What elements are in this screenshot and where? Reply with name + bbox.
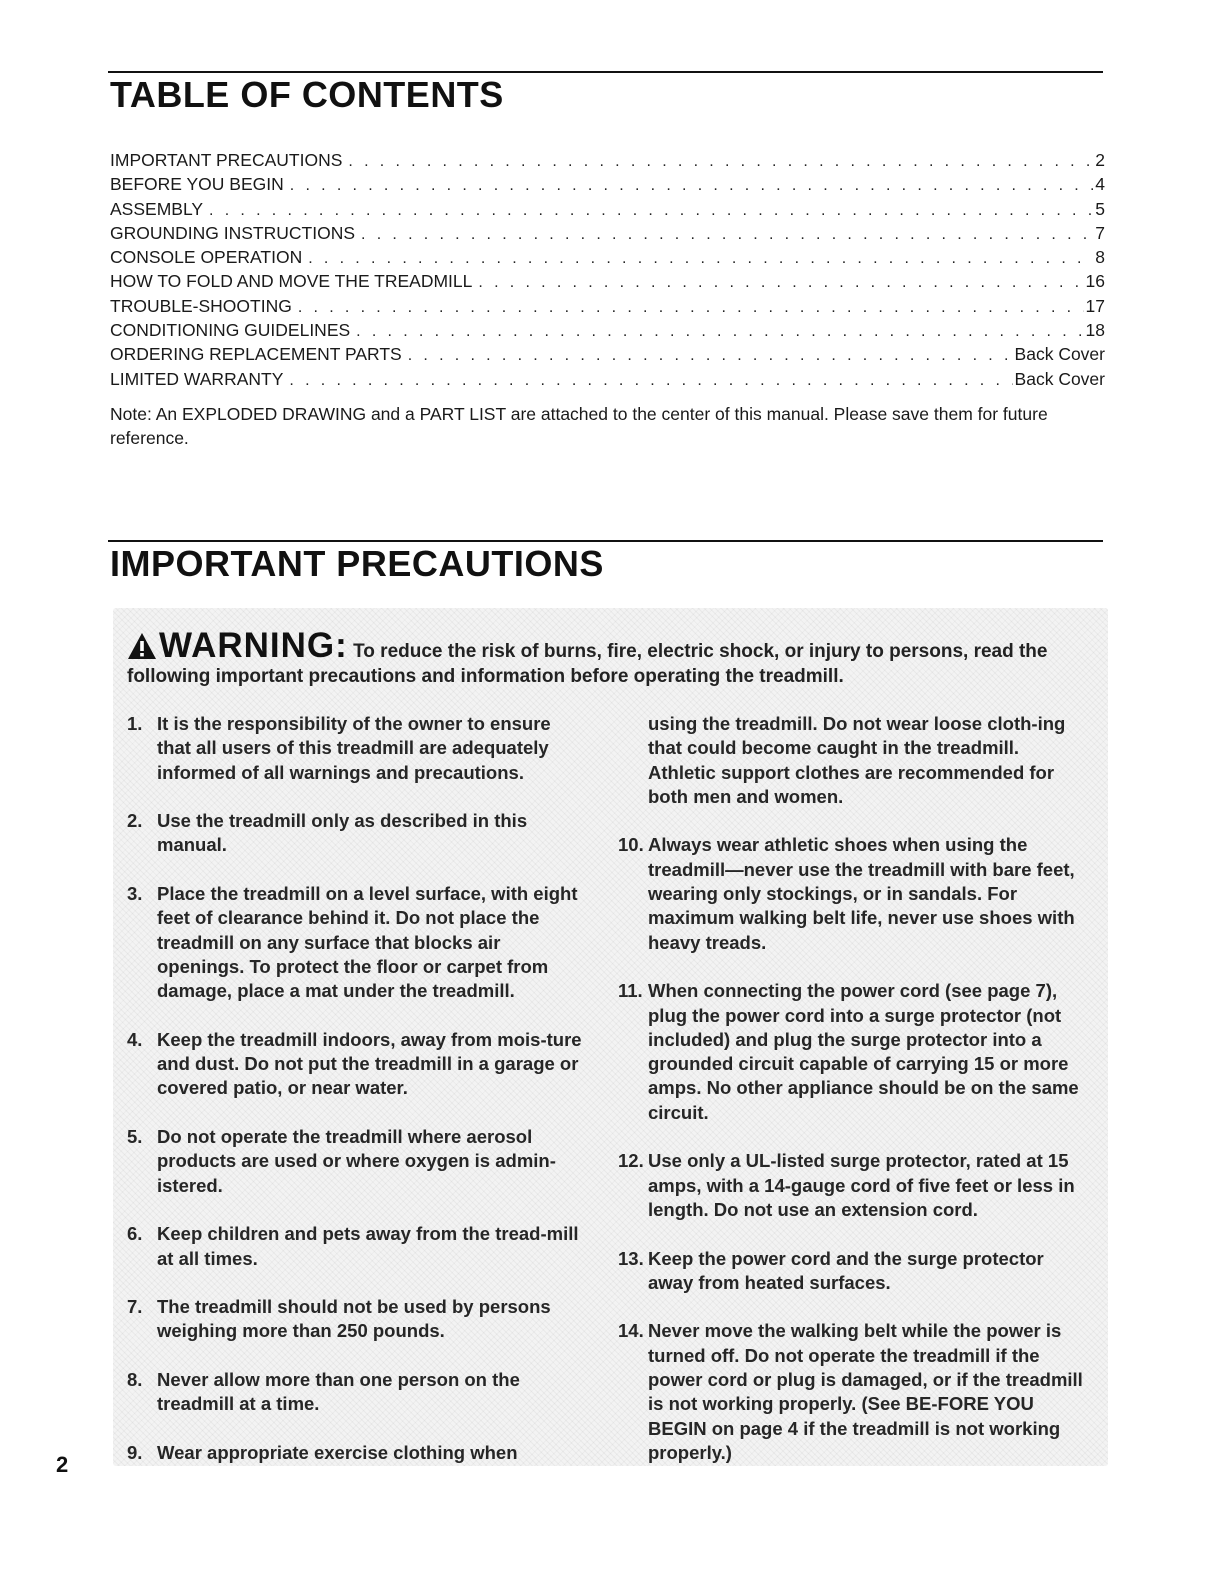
precaution-text: It is the responsibility of the owner to ensure that all users of this treadmill are adequately informed of all warnings and precautions.	[157, 713, 551, 783]
page-number: 2	[56, 1452, 69, 1477]
precaution-number: 11.	[618, 980, 643, 1002]
toc-entry-label: ORDERING REPLACEMENT PARTS	[110, 342, 408, 366]
toc-leader-dots	[348, 150, 1093, 174]
toc-entry-page: 16	[1085, 271, 1105, 292]
precaution-number: 6.	[127, 1223, 143, 1245]
precaution-text: The treadmill should not be used by persons weighing more than 250 pounds.	[157, 1296, 551, 1342]
toc-entry-label: IMPORTANT PRECAUTIONS	[110, 148, 348, 172]
toc-leader-dots	[408, 344, 1013, 368]
precaution-number: 5.	[127, 1126, 143, 1148]
toc-entry-page: 2	[1095, 150, 1105, 170]
precaution-text: Never move the walking belt while the power is turned off. Do not operate the treadmill if the power cord or plug is damaged, or if the treadmill is not working properly. (See BE-FORE YOU BEGIN on page 4 if the treadmill is not working properly.)	[648, 1320, 1083, 1463]
toc-entry-page: 17	[1085, 295, 1105, 316]
toc-leader-dots	[298, 296, 1084, 320]
toc-entry[interactable]	[110, 148, 1105, 172]
precaution-item	[127, 1028, 587, 1101]
toc-entry-label: BEFORE YOU BEGIN	[110, 172, 290, 196]
precaution-item	[127, 1295, 587, 1344]
precaution-number: 13.	[618, 1247, 644, 1269]
toc-list	[110, 148, 1105, 391]
precautions-left-column	[127, 712, 587, 1490]
toc-entry[interactable]	[110, 367, 1105, 391]
precaution-number: 14.	[618, 1320, 644, 1342]
precaution-text: Place the treadmill on a level surface, with eight feet of clearance behind it. Do not place the treadmill on any surface that blocks air openings. To protect the floor or carpet from damage, place a mat under the treadmill.	[157, 883, 578, 1002]
toc-entry-label: ASSEMBLY	[110, 197, 209, 221]
precautions-title: IMPORTANT PRECAUTIONS	[110, 543, 604, 584]
warning-heading	[127, 626, 1097, 689]
toc-leader-dots	[209, 199, 1093, 223]
toc-leader-dots	[290, 174, 1094, 198]
toc-entry[interactable]	[110, 342, 1105, 366]
toc-entry-page: Back Cover	[1014, 344, 1105, 365]
precaution-text: Never allow more than one person on the treadmill at a time.	[157, 1369, 520, 1415]
toc-leader-dots	[361, 223, 1093, 247]
precaution-number: 3.	[127, 883, 143, 905]
toc-leader-dots	[356, 320, 1083, 344]
warning-text: To reduce the risk of burns, fire, electric shock, or injury to persons, read the following important precautions and information before operating the treadmill.	[127, 641, 1048, 687]
toc-entry-page: 5	[1095, 198, 1105, 219]
toc-entry-label: TROUBLE-SHOOTING	[110, 294, 298, 318]
precaution-text: Use the treadmill only as described in this manual.	[157, 810, 528, 856]
toc-entry[interactable]	[110, 294, 1105, 318]
toc-entry-page: 4	[1095, 174, 1105, 195]
precaution-text: Keep the treadmill indoors, away from mois-ture and dust. Do not put the treadmill in a garage or covered patio, or near water.	[157, 1028, 582, 1099]
precaution-text: using the treadmill. Do not wear loose cloth-ing that could become caught in the treadmill. Athletic support clothes are recommended for both men and women.	[648, 713, 1066, 807]
precaution-text: Keep children and pets away from the tread-mill at all times.	[157, 1223, 579, 1269]
precaution-number: 10.	[618, 834, 644, 856]
precaution-item	[618, 833, 1088, 954]
precaution-item	[127, 712, 587, 785]
toc-entry-page: Back Cover	[1014, 368, 1105, 389]
toc-note: Note: An EXPLODED DRAWING and a PART LIST are attached to the center of this manual. Please save them for future reference.	[110, 404, 1048, 448]
toc-top-rule	[108, 71, 1103, 73]
precaution-text: Use only a UL-listed surge protector, rated at 15 amps, with a 14-gauge cord of five feet or less in length. Do not use an extension cord.	[648, 1150, 1075, 1220]
precaution-item	[127, 1441, 587, 1465]
precaution-item	[127, 882, 587, 1003]
precaution-number: 1.	[127, 713, 143, 734]
precaution-item	[618, 979, 1088, 1125]
precaution-text: Wear appropriate exercise clothing when	[157, 1441, 518, 1463]
precautions-top-rule	[108, 540, 1103, 542]
toc-leader-dots	[289, 369, 1012, 393]
toc-entry[interactable]	[110, 269, 1105, 293]
toc-entry-label: CONSOLE OPERATION	[110, 245, 308, 269]
toc-entry[interactable]	[110, 221, 1105, 245]
precaution-item	[127, 1222, 587, 1271]
warning-word: WARNING:	[159, 626, 348, 665]
warning-triangle-icon	[127, 632, 157, 660]
precaution-item	[618, 1247, 1088, 1296]
precaution-item	[618, 1149, 1088, 1222]
precaution-text: Do not operate the treadmill where aerosol products are used or where oxygen is admin-istered.	[157, 1126, 556, 1196]
toc-title: TABLE OF CONTENTS	[110, 74, 504, 115]
toc-entry[interactable]	[110, 318, 1105, 342]
precaution-item-continuation	[618, 712, 1088, 809]
precaution-number: 9.	[127, 1441, 143, 1463]
toc-entry-page: 7	[1095, 222, 1105, 243]
precaution-text: Always wear athletic shoes when using the treadmill—never use the treadmill with bare feet, wearing only stockings, or in sandals. For maximum walking belt life, never use shoes with heavy treads.	[648, 834, 1075, 953]
toc-entry-label: LIMITED WARRANTY	[110, 367, 289, 391]
precautions-right-column	[618, 712, 1088, 1490]
toc-leader-dots	[478, 271, 1083, 295]
precaution-text: When connecting the power cord (see page 7), plug the power cord into a surge protector (not included) and plug the surge protector into a grounded circuit capable of carrying 15 or more amps. No other appliance should be on the same circuit.	[648, 980, 1079, 1123]
toc-leader-dots	[308, 247, 1093, 271]
toc-entry-page: 18	[1085, 320, 1105, 341]
precaution-number: 8.	[127, 1369, 143, 1391]
toc-entry-label: GROUNDING INSTRUCTIONS	[110, 221, 361, 245]
precaution-item	[618, 1319, 1088, 1465]
toc-entry-page: 8	[1095, 247, 1105, 268]
toc-entry[interactable]	[110, 245, 1105, 269]
precaution-number: 2.	[127, 810, 143, 832]
precaution-item	[127, 1125, 587, 1198]
precaution-item	[127, 1368, 587, 1417]
precaution-number: 7.	[127, 1296, 143, 1318]
precaution-number: 12.	[618, 1150, 644, 1172]
toc-entry-label: HOW TO FOLD AND MOVE THE TREADMILL	[110, 269, 478, 293]
precaution-text: Keep the power cord and the surge protector away from heated surfaces.	[648, 1247, 1044, 1293]
toc-entry[interactable]	[110, 197, 1105, 221]
toc-entry-label: CONDITIONING GUIDELINES	[110, 318, 356, 342]
precaution-number: 4.	[127, 1028, 143, 1050]
toc-entry[interactable]	[110, 172, 1105, 196]
precaution-item	[127, 809, 587, 858]
